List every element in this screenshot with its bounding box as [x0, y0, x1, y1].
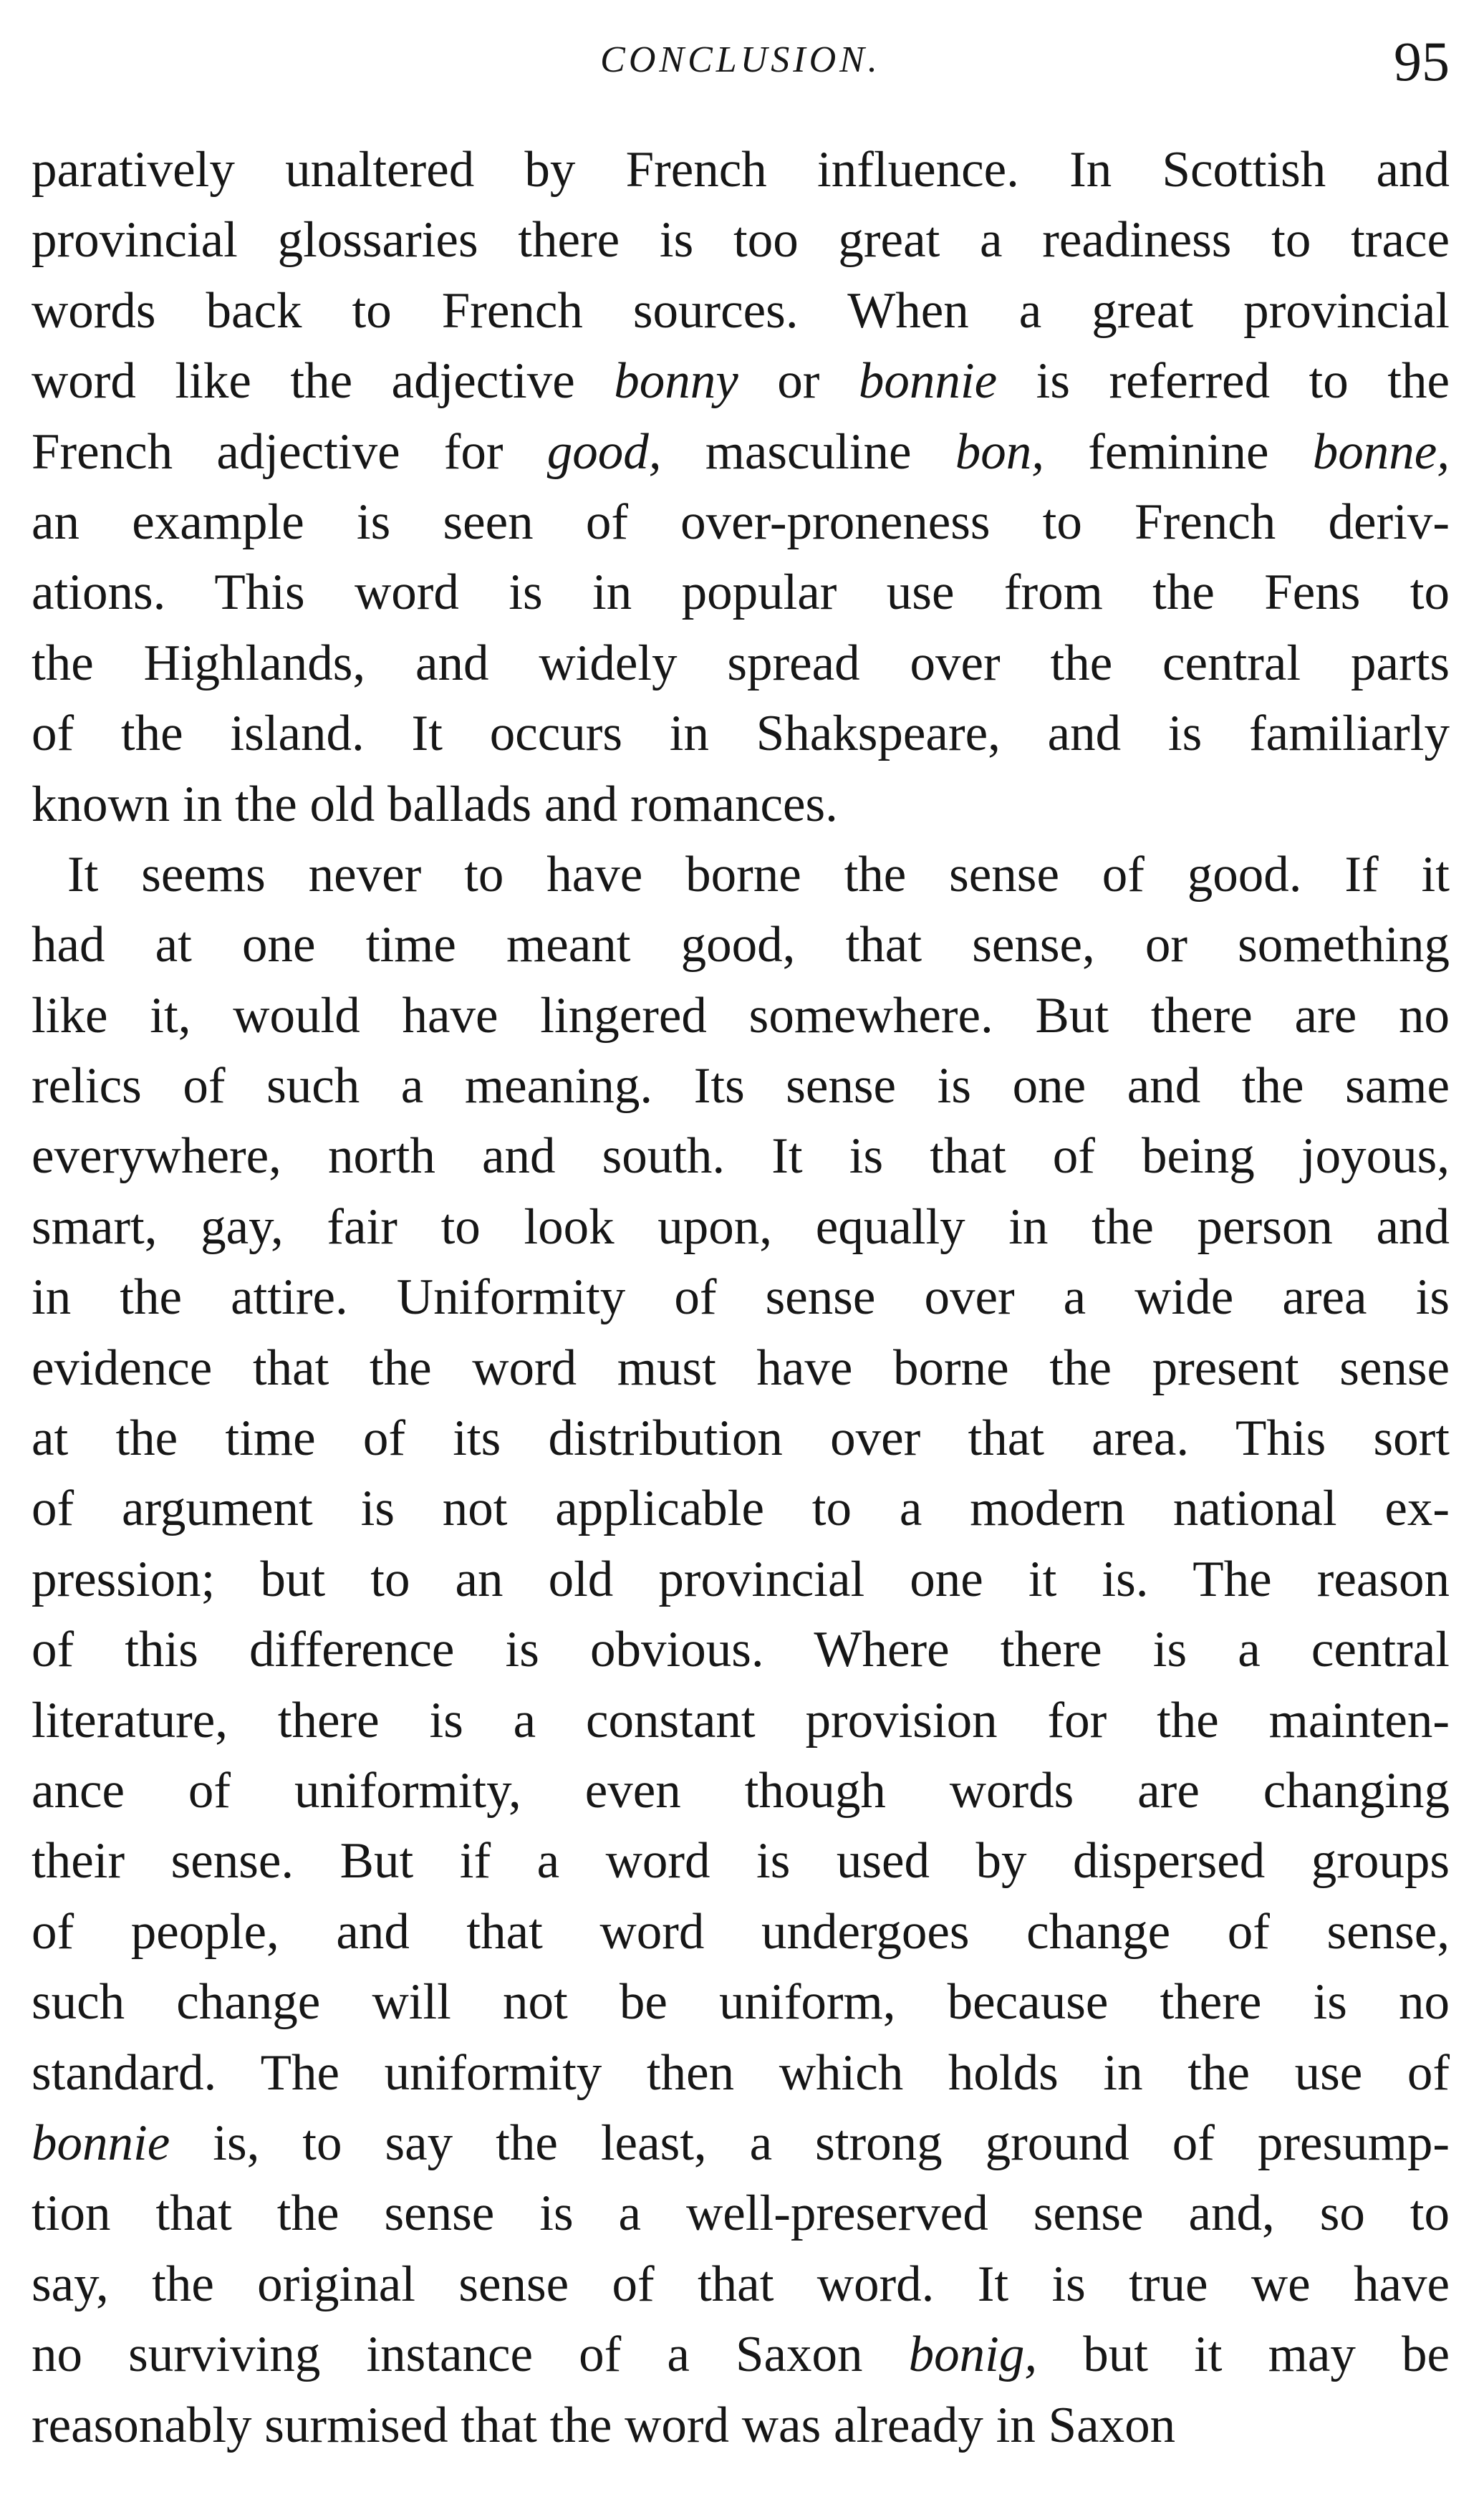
text-line [32, 2319, 1450, 2390]
text-line [32, 2038, 1450, 2108]
italic-word: bonnie [32, 2114, 170, 2171]
text-line [32, 839, 1450, 910]
text-line [32, 487, 1450, 557]
text-run: their sense. But if a word is used by dispersed groups [32, 1833, 1450, 1890]
text-line [32, 346, 1450, 416]
text-run: or [738, 353, 859, 410]
text-run: paratively unaltered by French influence. In Scottish and [32, 142, 1450, 198]
running-head: CONCLUSION. [600, 39, 881, 80]
paragraph [32, 135, 1450, 839]
text-run: is, to say the least, a strong ground of presump- [170, 2114, 1450, 2171]
text-line [32, 1967, 1450, 2037]
text-line [32, 1473, 1450, 1544]
italic-word: bon, [955, 423, 1044, 480]
text-run: such change will not be uniform, because there is no [32, 1974, 1450, 2031]
text-run: the Highlands, and widely spread over the central parts [32, 635, 1450, 691]
text-line [32, 1333, 1450, 1403]
text-line [32, 698, 1450, 769]
italic-word: bonne, [1312, 423, 1450, 480]
text-run: of this difference is obvious. Where there is a central [32, 1622, 1450, 1678]
text-run: known in the old ballads and romances. [32, 776, 838, 832]
text-run: of the island. It occurs in Shakspeare, and is familiarly [32, 706, 1450, 762]
text-run: everywhere, north and south. It is that of being joyous, [32, 1128, 1450, 1185]
text-line [32, 1544, 1450, 1615]
text-line [32, 557, 1450, 627]
text-run: had at one time meant good, that sense, or something [32, 917, 1450, 973]
text-line [32, 276, 1450, 346]
text-line [32, 1403, 1450, 1473]
text-run: It seems never to have borne the sense of good. If it [67, 846, 1450, 903]
text-line [32, 1756, 1450, 1826]
italic-word: good, [546, 423, 662, 480]
italic-word: bonig, [908, 2327, 1038, 2383]
text-run: at the time of its distribution over that area. This sort [32, 1410, 1450, 1467]
text-line [32, 1051, 1450, 1121]
text-line [32, 1192, 1450, 1262]
text-line [32, 1121, 1450, 1191]
text-run: say, the original sense of that word. It is true we have [32, 2256, 1450, 2312]
text-run: smart, gay, fair to look upon, equally in the person and [32, 1198, 1450, 1255]
text-line [32, 1685, 1450, 1756]
text-run: relics of such a meaning. Its sense is one and the same [32, 1058, 1450, 1115]
text-line [32, 628, 1450, 698]
text-run: feminine [1044, 423, 1313, 480]
text-run: ance of uniformity, even though words are changing [32, 1762, 1450, 1819]
text-line [32, 417, 1450, 487]
text-line [32, 1615, 1450, 1685]
text-run: ations. This word is in popular use from the Fens to [32, 564, 1450, 621]
text-run: evidence that the word must have borne the present sense [32, 1339, 1450, 1396]
text-run: French adjective for [32, 423, 547, 480]
text-run: but it may be [1037, 2327, 1450, 2383]
text-run: of argument is not applicable to a modern national ex- [32, 1481, 1450, 1537]
text-run: tion that the sense is a well-preserved sense and, so to [32, 2185, 1450, 2242]
text-line [32, 769, 1450, 839]
text-line [32, 205, 1450, 275]
paragraph [32, 839, 1450, 2460]
text-run: of people, and that word undergoes change of sense, [32, 1903, 1450, 1960]
text-line [32, 2249, 1450, 2319]
text-run: an example is seen of over-proneness to French deriv- [32, 494, 1450, 550]
page-number: 95 [1394, 30, 1450, 92]
text-line [32, 2178, 1450, 2248]
text-run: provincial glossaries there is too great a readiness to trace [32, 212, 1450, 269]
text-run: in the attire. Uniformity of sense over a wide area is [32, 1269, 1450, 1326]
text-run: pression; but to an old provincial one it is. The reason [32, 1551, 1450, 1607]
text-run: word like the adjective [32, 353, 615, 410]
body-text [32, 135, 1450, 2460]
text-run: no surviving instance of a Saxon [32, 2327, 909, 2383]
italic-word: bonny [614, 353, 738, 410]
text-run: literature, there is a constant provision for the mainten- [32, 1692, 1450, 1748]
italic-word: bonnie [858, 353, 998, 410]
text-run: masculine [661, 423, 955, 480]
text-run: words back to French sources. When a great provincial [32, 282, 1450, 339]
text-run: reasonably surmised that the word was already in Saxon [32, 2397, 1176, 2453]
text-run: standard. The uniformity then which holds in the use of [32, 2044, 1450, 2101]
text-line [32, 2108, 1450, 2178]
text-line [32, 1826, 1450, 1896]
text-line [32, 2390, 1450, 2460]
text-line [32, 910, 1450, 980]
text-line [32, 135, 1450, 205]
text-line [32, 981, 1450, 1051]
text-line [32, 1262, 1450, 1332]
text-line [32, 1897, 1450, 1967]
text-run: is referred to the [997, 353, 1450, 410]
text-run: like it, would have lingered somewhere. But there are no [32, 987, 1450, 1044]
page-header [32, 26, 1450, 97]
